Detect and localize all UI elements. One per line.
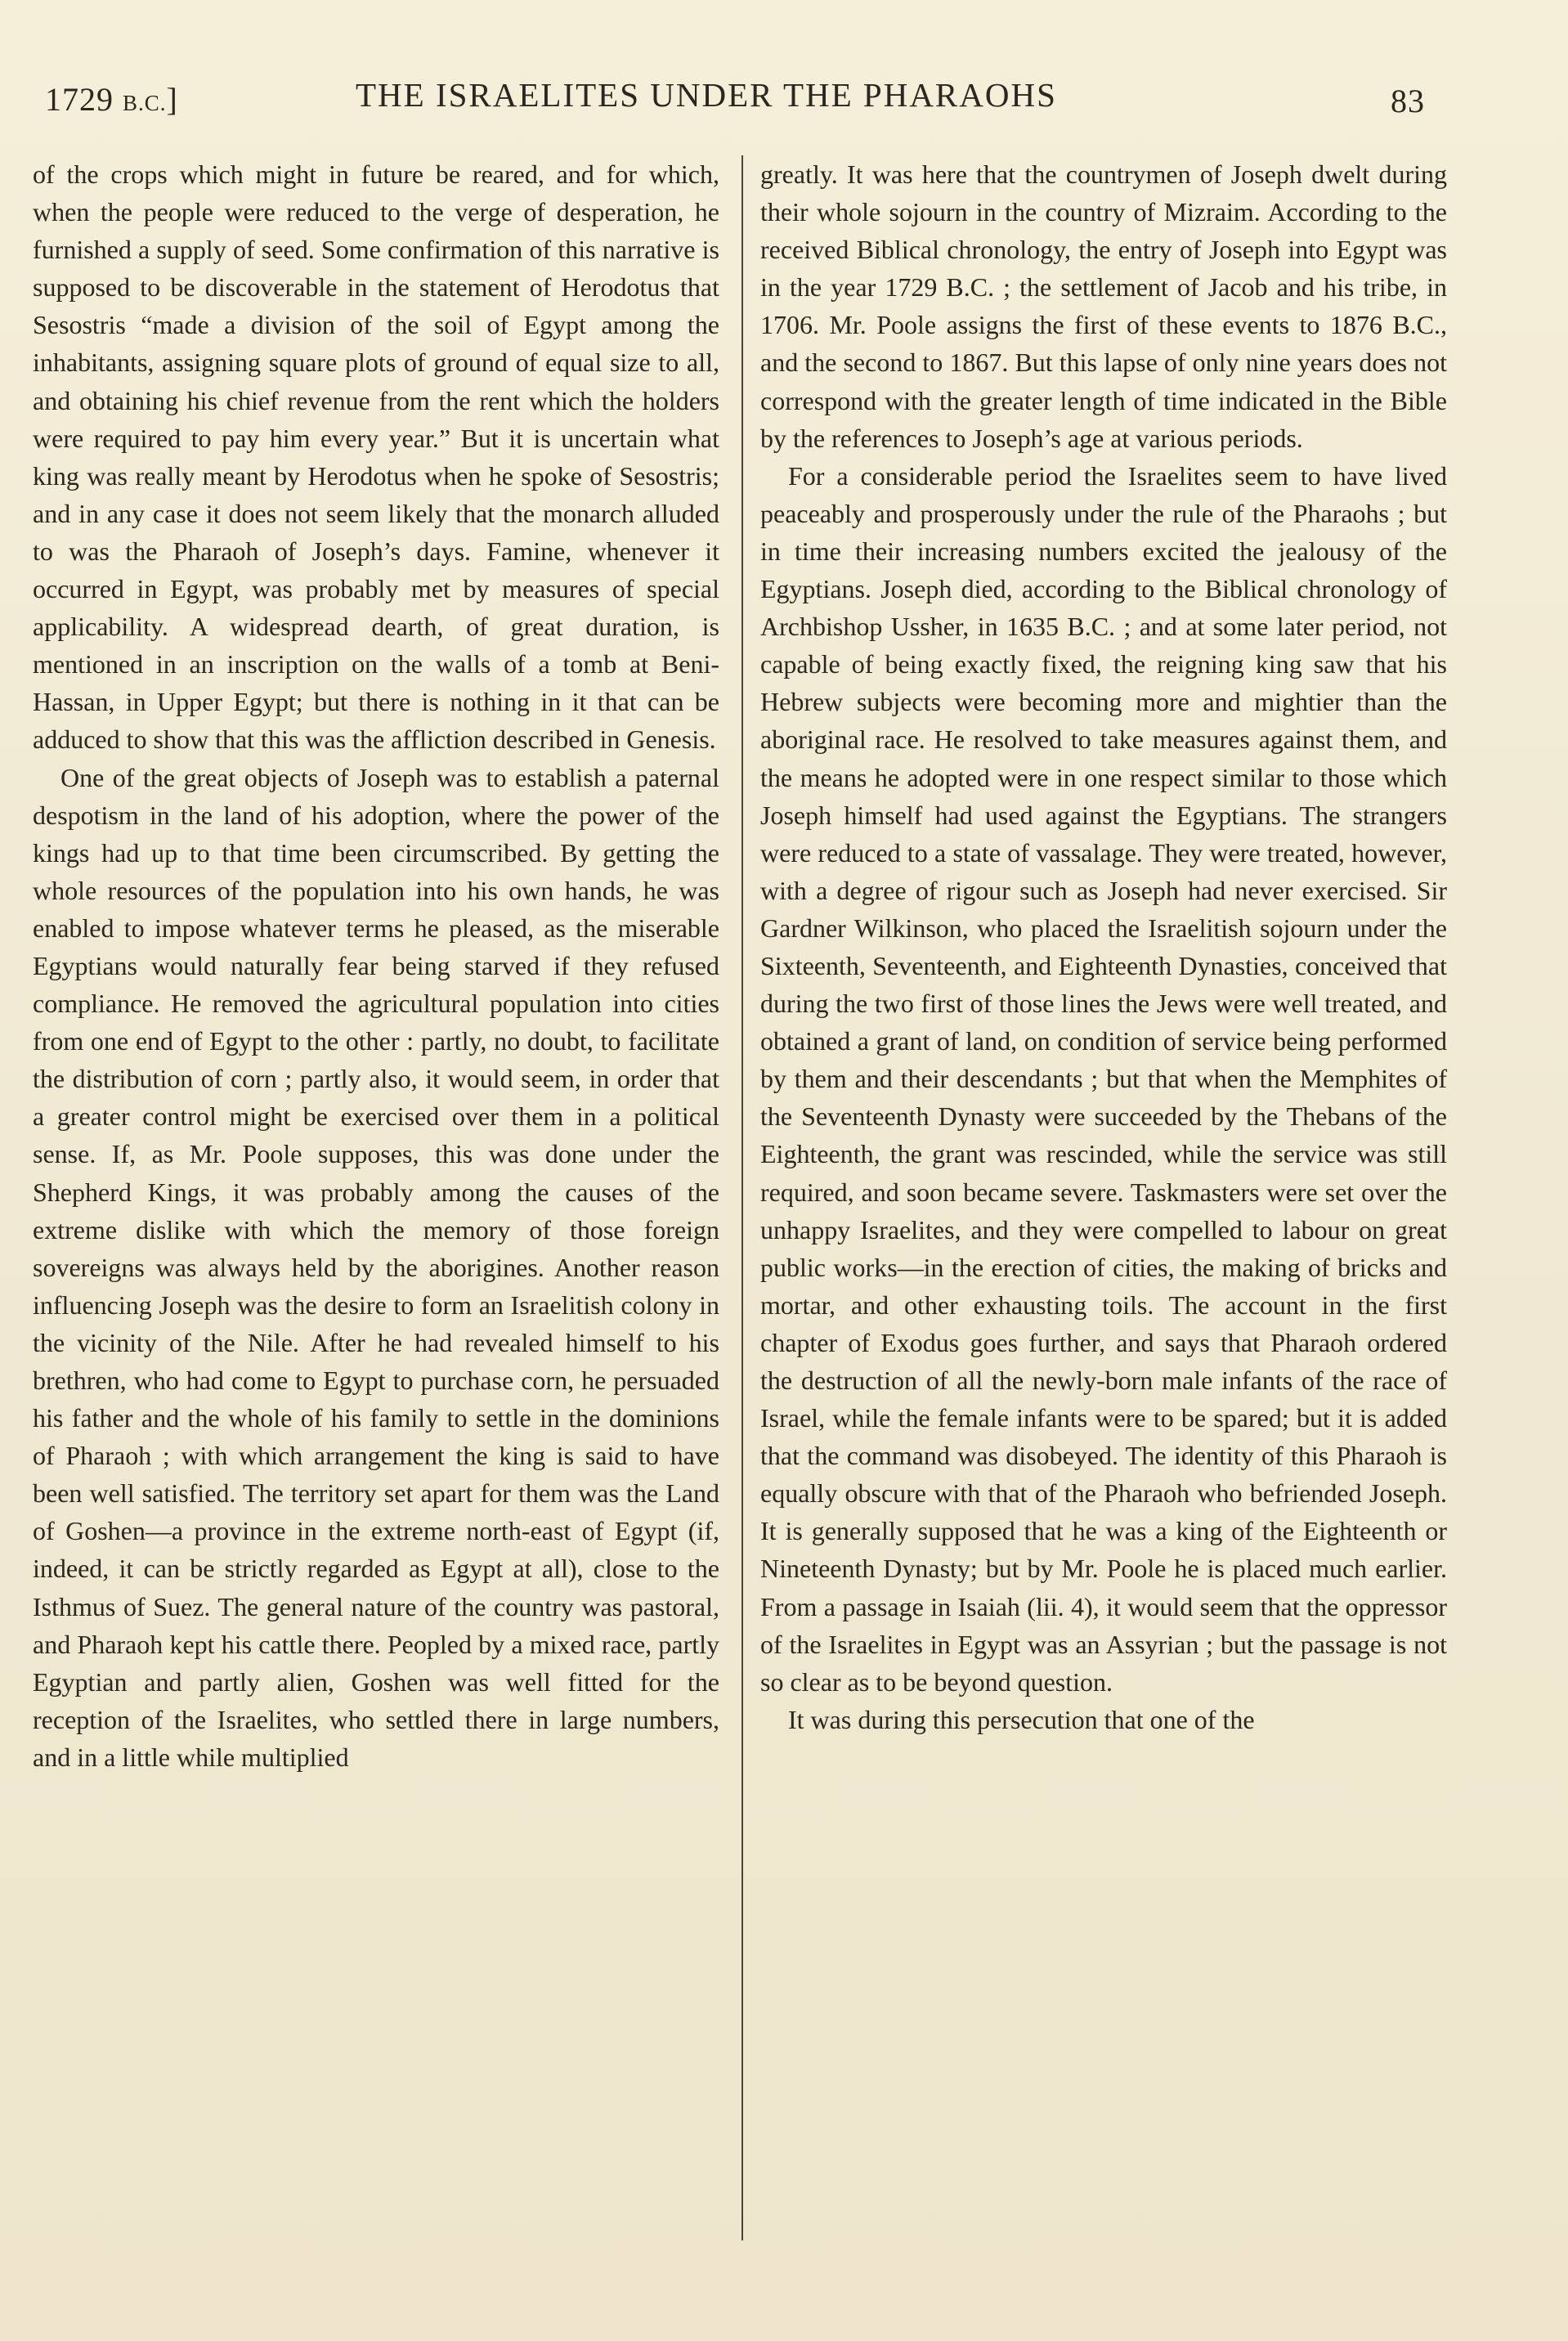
page-number: 83 bbox=[1391, 83, 1425, 119]
paragraph: of the crops which might in future be reared, and for which, when the people were reduced to the verge of desperation, he furnished a supply of seed. Some confirmation of this narrative is supposed to be discoverable in the statement of Herodotus that Sesostris “made a division of the soil of Egypt among the inhabitants, assigning square plots of ground of equal size to all, and obtaining his chief revenue from the rent which the holders were required to pay him every year.” But it is uncertain what king was really meant by Herodotus when he spoke of Sesostris; and in any case it does not seem likely that the monarch alluded to was the Pharaoh of Joseph’s days. Famine, whenever it occurred in Egypt, was probably met by measures of special applicability. A widespread dearth, of great duration, is mentioned in an inscription on the walls of a tomb at Beni-Hassan, in Upper Egypt; but there is nothing in it that can be adduced to show that this was the affliction described in Genesis. bbox=[33, 159, 719, 755]
header-era: B.C. bbox=[123, 91, 167, 115]
header-bracket: ] bbox=[166, 81, 178, 118]
paragraph: One of the great objects of Joseph was to establish a paternal despotism in the land of his adoption, where the power of the kings had up to that time been circumscribed. By getting the whole resources of the population into his own hands, he was enabled to impose whatever terms he pleased, as the miserable Egyptians would naturally fear being starved if they refused compliance. He removed the agricultural population into cities from one end of Egypt to the other : partly, no doubt, to facilitate the distribution of corn ; partly also, it would seem, in order that a greater control might be exercised over them in a political sense. If, as Mr. Poole supposes, this was done under the Shepherd Kings, it was probably among the causes of the extreme dislike with which the memory of those foreign sovereigns was always held by the aborigines. Another reason influencing Joseph was the desire to form an Israelitish colony in the vicinity of the Nile. After he had revealed himself to his brethren, who had come to Egypt to purchase corn, he persuaded his father and the whole of his family to settle in the dominions of Pharaoh ; with which arrangement the king is said to have been well satisfied. The territory set apart for them was the Land of Goshen—a province in the extreme north-east of Egypt (if, indeed, it can be strictly regarded as Egypt at all), close to the Isthmus of Suez. The general nature of the country was pastoral, and Pharaoh kept his cattle there. Peopled by a mixed race, partly Egyptian and partly alien, Goshen was well fitted for the reception of the Israelites, who settled there in large numbers, and in a little while multiplied bbox=[33, 762, 719, 1772]
running-head-date bbox=[45, 80, 178, 119]
right-column bbox=[760, 155, 1447, 1738]
paragraph: It was during this persecution that one of the bbox=[788, 1704, 1255, 1734]
left-column bbox=[33, 155, 719, 1776]
running-head bbox=[45, 75, 1435, 124]
paragraph: greatly. It was here that the countrymen of Joseph dwelt during their whole sojourn in the country of Mizraim. According to the received Biblical chronology, the entry of Joseph into Egypt was in the year 1729 B.C. ; the settlement of Jacob and his tribe, in 1706. Mr. Poole assigns the first of these events to 1876 B.C., and the second to 1867. But this lapse of only nine years does not correspond with the greater length of time indicated in the Bible by the references to Joseph’s age at various periods. bbox=[760, 159, 1447, 453]
column-divider bbox=[741, 155, 743, 2240]
header-year: 1729 bbox=[45, 81, 114, 118]
paragraph: For a considerable period the Israelites seem to have lived peaceably and prosperously under the rule of the Pharaohs ; but in time their increasing numbers excited the jealousy of the Egyptians. Joseph died, according to the Biblical chronology of Archbishop Ussher, in 1635 B.C. ; and at some later period, not capable of being exactly fixed, the reigning king saw that his Hebrew subjects were becoming more and mightier than the aboriginal race. He resolved to take measures against them, and the means he adopted were in one respect similar to those which Joseph himself had used against the Egyptians. The strangers were reduced to a state of vassalage. They were treated, however, with a degree of rigour such as Joseph had never exercised. Sir Gardner Wilkinson, who placed the Israelitish sojourn under the Sixteenth, Seventeenth, and Eighteenth Dynasties, conceived that during the two first of those lines the Jews were well treated, and obtained a grant of land, on condition of service being performed by them and their descendants ; but that when the Memphites of the Seventeenth Dynasty were succeeded by the Thebans of the Eighteenth, the grant was rescinded, while the service was still required, and soon became severe. Taskmasters were set over the unhappy Israelites, and they were compelled to labour on great public works—in the erection of cities, the making of bricks and mortar, and other exhausting toils. The account in the first chapter of Exodus goes further, and says that Pharaoh ordered the destruction of all the newly-born male infants of the race of Israel, while the female infants were to be spared; but it is added that the command was disobeyed. The identity of this Pharaoh is equally obscure with that of the Pharaoh who befriended Joseph. It is generally supposed that he was a king of the Eighteenth or Nineteenth Dynasty; but by Mr. Poole he is placed much earlier. From a passage in Isaiah (lii. 4), it would seem that the oppressor of the Israelites in Egypt was an Assyrian ; but the passage is not so clear as to be beyond question. bbox=[760, 460, 1447, 1697]
page-title: THE ISRAELITES UNDER THE PHARAOHS bbox=[356, 76, 1057, 114]
